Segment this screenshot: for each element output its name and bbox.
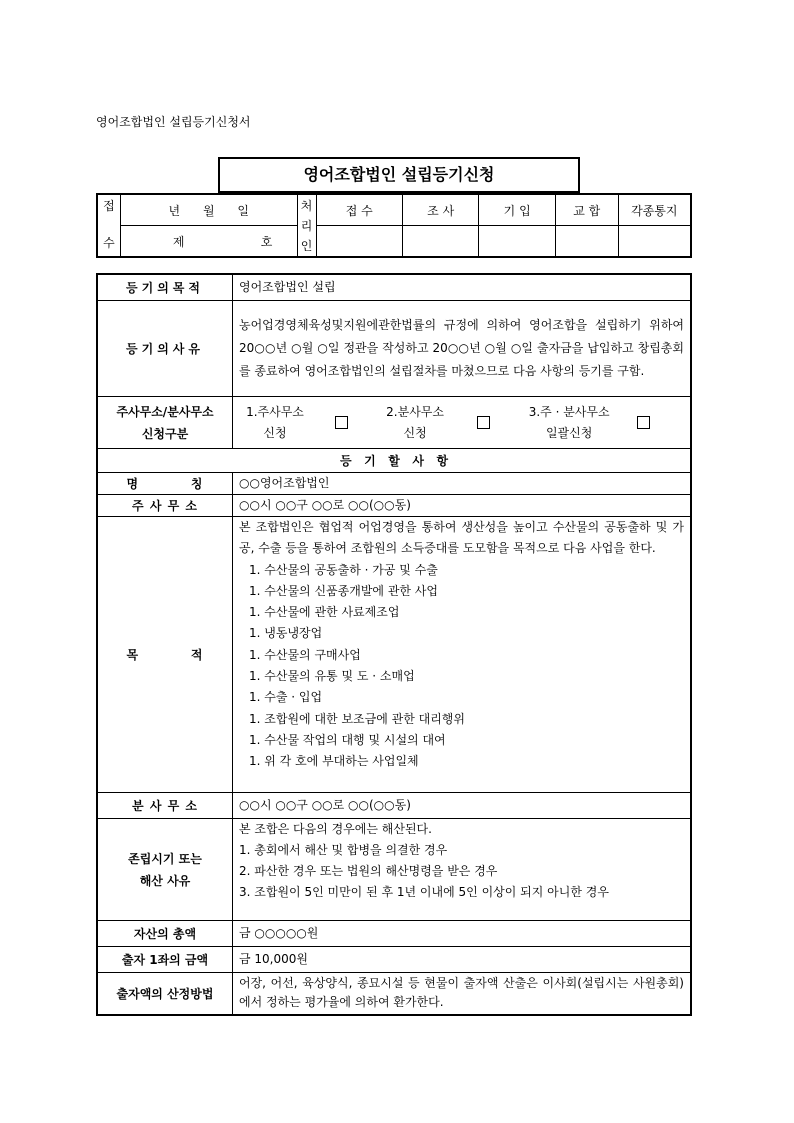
purpose-value: 영어조합법인 설립 xyxy=(233,274,692,301)
process-label xyxy=(297,194,316,257)
objective-label: 목 적 xyxy=(97,517,233,793)
objective-item: 1. 수산물의 공동출하 · 가공 및 수출 xyxy=(249,562,438,577)
objective-item: 1. 수출 · 입업 xyxy=(249,690,323,705)
blank-verify xyxy=(555,226,618,258)
name-value: ○○영어조합법인 xyxy=(233,473,692,495)
purpose-label: 등기의목적 xyxy=(97,274,233,301)
branch-office-value: ○○시 ○○구 ○○로 ○○(○○동) xyxy=(233,793,692,819)
option-both-offices[interactable] xyxy=(521,402,650,444)
option-branch-line1: 2.분사무소 xyxy=(386,404,444,419)
office-type-label xyxy=(97,397,233,449)
blank-entry xyxy=(479,226,555,258)
option-branch-office[interactable] xyxy=(379,402,490,444)
objective-item: 1. 수산물의 구매사업 xyxy=(249,647,361,662)
option-branch-line2: 신청 xyxy=(403,425,427,440)
receipt-date: 년 월 일 xyxy=(120,194,297,226)
reason-label: 등기의사유 xyxy=(97,301,233,397)
reason-value: 농어업경영체육성및지원에관한법률의 규정에 의하여 영어조합을 설립하기 위하여 20○○년 ○월 ○일 정관을 작성하고 20○○년 ○월 ○일 출자금을 납입하고 창립총회를 종료하여 영어조합법인의 설립절차를 마쳤으므로 다음 사항의 등기를 구함. xyxy=(233,301,692,397)
option-main-checkbox[interactable] xyxy=(335,416,348,429)
main-office-label: 주 사 무 소 xyxy=(97,495,233,517)
assets-value: 금 ○○○○○원 xyxy=(233,921,692,947)
receipt-table xyxy=(96,193,692,258)
process-char: 리 xyxy=(300,218,313,233)
process-char: 인 xyxy=(300,238,313,253)
option-main-office[interactable] xyxy=(241,402,348,444)
option-both-line2: 일괄신청 xyxy=(545,425,593,440)
objective-item: 1. 수산물의 유통 및 도 · 소매업 xyxy=(249,669,415,684)
dissolution-value xyxy=(233,819,692,921)
blank-receipt xyxy=(316,226,402,258)
calc-method-value: 어장, 어선, 육상양식, 종묘시설 등 현물이 출자액 산출은 이사회(설립시는 사원총회)에서 정하는 평가율에 의하여 환가한다. xyxy=(233,973,692,1015)
objective-list xyxy=(239,560,684,773)
section-header: 등 기 할 사 항 xyxy=(97,449,691,473)
dissolution-line: 2. 파산한 경우 또는 법원의 해산명령을 받은 경우 xyxy=(239,864,498,878)
objective-intro: 본 조합법인은 협업적 어업경영을 통하여 생산성을 높이고 수산물의 공동출하 및 가공, 수출 등을 통하여 조합원의 소득증대를 도모함을 목적으로 다음 사업을 한다. xyxy=(239,520,684,556)
objective-item: 1. 조합원에 대한 보조금에 관한 대리행위 xyxy=(249,711,465,726)
contribution-value: 금 10,000원 xyxy=(233,947,692,973)
option-main-line1: 1.주사무소 xyxy=(246,404,304,419)
option-both-line1: 3.주 · 분사무소 xyxy=(528,404,610,419)
objective-value xyxy=(233,517,692,793)
registration-table xyxy=(96,273,692,1016)
office-type-label-line1: 주사무소/분사무소 xyxy=(116,404,214,419)
objective-item: 1. 냉동냉장업 xyxy=(249,626,323,641)
assets-label: 자산의 총액 xyxy=(97,921,233,947)
option-main-line2: 신청 xyxy=(263,425,287,440)
contribution-label: 출자 1좌의 금액 xyxy=(97,947,233,973)
dissolution-label-line2: 해산 사유 xyxy=(139,873,191,888)
receipt-number: 제 호 xyxy=(120,226,297,258)
col-entry: 기 입 xyxy=(479,194,555,226)
dissolution-line: 3. 조합원이 5인 미만이 된 후 1년 이내에 5인 이상이 되지 아니한 경우 xyxy=(239,885,609,899)
dissolution-label xyxy=(97,819,233,921)
col-inspect: 조 사 xyxy=(402,194,478,226)
dissolution-label-line1: 존립시기 또는 xyxy=(128,851,202,866)
process-char: 처 xyxy=(300,198,313,213)
objective-item: 1. 수산물의 신품종개발에 관한 사업 xyxy=(249,583,438,598)
objective-item: 1. 위 각 호에 부대하는 사업일체 xyxy=(249,754,419,769)
dissolution-line: 본 조합은 다음의 경우에는 해산된다. xyxy=(239,822,432,836)
main-office-value: ○○시 ○○구 ○○로 ○○(○○동) xyxy=(233,495,692,517)
dissolution-line: 1. 총회에서 해산 및 합병을 의결한 경우 xyxy=(239,843,448,857)
branch-office-label: 분 사 무 소 xyxy=(97,793,233,819)
option-branch-checkbox[interactable] xyxy=(477,416,490,429)
blank-notice xyxy=(618,226,691,258)
blank-inspect xyxy=(402,226,478,258)
col-notice: 각종통지 xyxy=(618,194,691,226)
office-type-label-line2: 신청구분 xyxy=(141,426,189,441)
form-title: 영어조합법인 설립등기신청 xyxy=(218,157,580,193)
document-title: 영어조합법인 설립등기신청서 xyxy=(96,115,251,129)
objective-item: 1. 수산물에 관한 사료제조업 xyxy=(249,605,400,620)
col-verify: 교 합 xyxy=(555,194,618,226)
name-label: 명 칭 xyxy=(97,473,233,495)
receipt-label-top: 접 xyxy=(103,199,115,213)
calc-method-label: 출자액의 산정방법 xyxy=(97,973,233,1015)
option-both-checkbox[interactable] xyxy=(637,416,650,429)
receipt-label-cell xyxy=(97,194,120,257)
col-receipt: 접 수 xyxy=(316,194,402,226)
receipt-label-bottom: 수 xyxy=(103,236,115,250)
office-type-options xyxy=(233,397,692,449)
objective-item: 1. 수산물 작업의 대행 및 시설의 대여 xyxy=(249,732,446,747)
